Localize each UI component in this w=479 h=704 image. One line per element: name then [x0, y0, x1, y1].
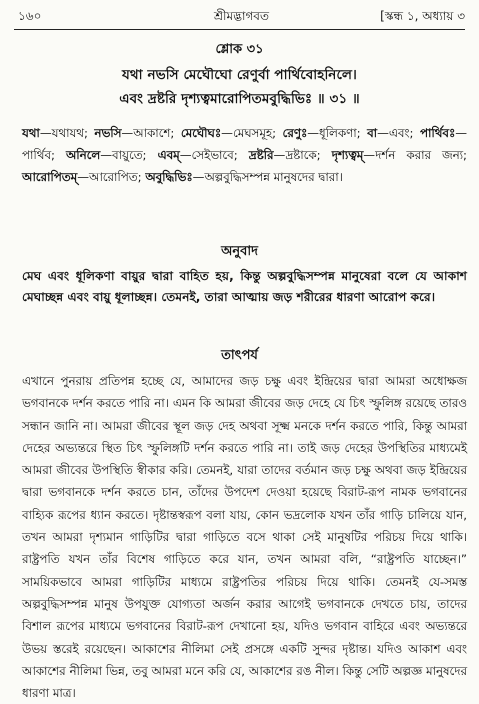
translation-text: মেঘ এবং ধূলিকণা বায়ুর দ্বারা বাহিত হয়, কিন্তু অল্পবুদ্ধিসম্পন্ন মানুষেরা বলে যে আকাশ মেঘাচ্ছন্ন এবং বায়ু ধূলাচ্ছন্ন। তেমনই, তারা আত্মায় জড় শরীরের ধারণা আরোপ করে। [22, 269, 467, 304]
synonym-meaning: —মেঘসমূহ; [221, 126, 277, 140]
verse-label: শ্লোক ৩১ [215, 42, 264, 57]
synonym-meaning: —আকাশে; [121, 126, 175, 140]
synonym-meaning: —আরোপিত; [77, 170, 142, 184]
synonym-meaning: —এবং; [377, 126, 414, 140]
synonym-word: মেঘৌঘঃ [180, 126, 222, 140]
synonym-meaning: —সেইভাবে; [179, 148, 238, 162]
synonym-word: দৃশ্যত্বম্‌ [331, 148, 364, 162]
translation-heading: অনুবাদ [221, 244, 258, 259]
synonym-meaning: —দর্শন করার জন্য; [363, 148, 468, 162]
chapter-reference: [স্কন্ধ ১, অধ্যায় ৩ [380, 9, 465, 23]
synonym-meaning: —পার্থিব; [22, 126, 468, 162]
synonym-meaning: —যথাযথ; [39, 126, 88, 140]
synonym-meaning: —ধূলিকণা; [307, 126, 361, 140]
synonym-word: বা [367, 126, 378, 140]
synonym-meaning: —বায়ুতে; [100, 148, 147, 162]
synonym-meaning: —অল্পবুদ্ধিসম্পন্ন মানুষদের দ্বারা। [192, 170, 343, 184]
synonym-word: এবম্‌ [157, 148, 180, 162]
purport-text: এখানে পুনরায় প্রতিপন্ন হচ্ছে যে, আমাদের জড় চক্ষু এবং ইন্দ্রিয়ের দ্বারা আমরা অধোক্ষজ ভগবানকে দর্শন করতে পারি না। এমন কি আমরা জীবের জড় দেহে যে চিৎ স্ফুলিঙ্গ রয়েছে তারও সন্ধান জানি না। আমরা জীবের স্থূল জড় দেহ অথবা সূক্ষ্ম মনকে দর্শন করতে পারি, কিন্তু আমরা দেহের অভ্যন্তরে স্থিত চিৎ স্ফুলিঙ্গটি দর্শন করতে পারি না। তাই জড় দেহের উপস্থিতির মাধ্যমেই আমরা জীবের উপস্থিতি স্বীকার করি। তেমনই, যারা তাদের বর্তমান জড় চক্ষু অথবা জড় ইন্দ্রিয়ের দ্বারা ভগবানকে দর্শন করতে চান, তাঁদের উপদেশ দেওয়া হয়েছে বিরাট-রূপ নামক ভগবানের বাহ্যিক রূপের ধ্যান করতে। দৃষ্টান্তস্বরূপ বলা যায়, কোন ভদ্রলোক যখন তাঁর গাড়ি চালিয়ে যান, তখন আমরা দৃশ্যমান গাড়িটির দ্বারা গাড়িতে বসে থাকা সেই মানুষটির পরিচয় দিয়ে থাকি। রাষ্ট্রপতি যখন তাঁর বিশেষ গাড়িতে করে যান, তখন আমরা বলি, “রাষ্ট্রপতি যাচ্ছেন।” সাময়িকভাবে আমরা গাড়িটির মাধ্যমে রাষ্ট্রপতির পরিচয় দিয়ে থাকি। তেমনই যে-সমস্ত অল্পবুদ্ধিসম্পন্ন মানুষ উপযুক্ত যোগ্যতা অর্জন করার আগেই ভগবানকে দেখতে চায়, তাদের বিশাল রূপের মাধ্যমে ভগবানের বিরাট-রূপ দেখানো হয়, যদিও ভগবান বাহিরে এবং অভ্যন্তরে উভয় স্তরেই রয়েছেন। আকাশের নীলিমা সেই প্রসঙ্গে একটি সুন্দর দৃষ্টান্ত। যদিও আকাশ এবং আকাশের নীলিমা ভিন্ন, তবু আমরা মনে করি যে, আকাশের রঙ নীল। কিন্তু সেটি অল্পজ্ঞ মানুষদের ধারণা মাত্র। [22, 374, 467, 701]
verse-line-2: এবং দ্রষ্টরি দৃশ্যত্বমারোপিতমবুদ্ধিভিঃ ॥ ৩১ ॥ [119, 91, 360, 107]
synonym-word: রেণুঃ [282, 126, 308, 140]
word-for-word-synonyms [22, 122, 467, 188]
synonym-word: দ্রষ্টরি [248, 148, 274, 162]
synonym-word: অবুদ্ধিভিঃ [145, 170, 193, 184]
running-header [18, 8, 465, 26]
header-rule [14, 29, 465, 30]
synonym-word: নভসি [94, 126, 122, 140]
book-title: শ্রীমদ্ভাগবত [213, 9, 269, 23]
synonym-word: যথা [22, 126, 40, 140]
page-number: ১৬০ [18, 9, 42, 23]
synonym-word: আরোপিতম্‌ [22, 170, 78, 184]
synonym-word: অনিলে [66, 148, 101, 162]
verse-line-1: যথা নভসি মেঘৌঘো রেণুর্বা পার্থিবোহনিলে। [122, 67, 357, 83]
purport-heading: তাৎপর্য [221, 348, 258, 363]
synonym-word: পার্থিবঃ [419, 126, 456, 140]
synonym-meaning: —দ্রষ্টাকে; [273, 148, 321, 162]
